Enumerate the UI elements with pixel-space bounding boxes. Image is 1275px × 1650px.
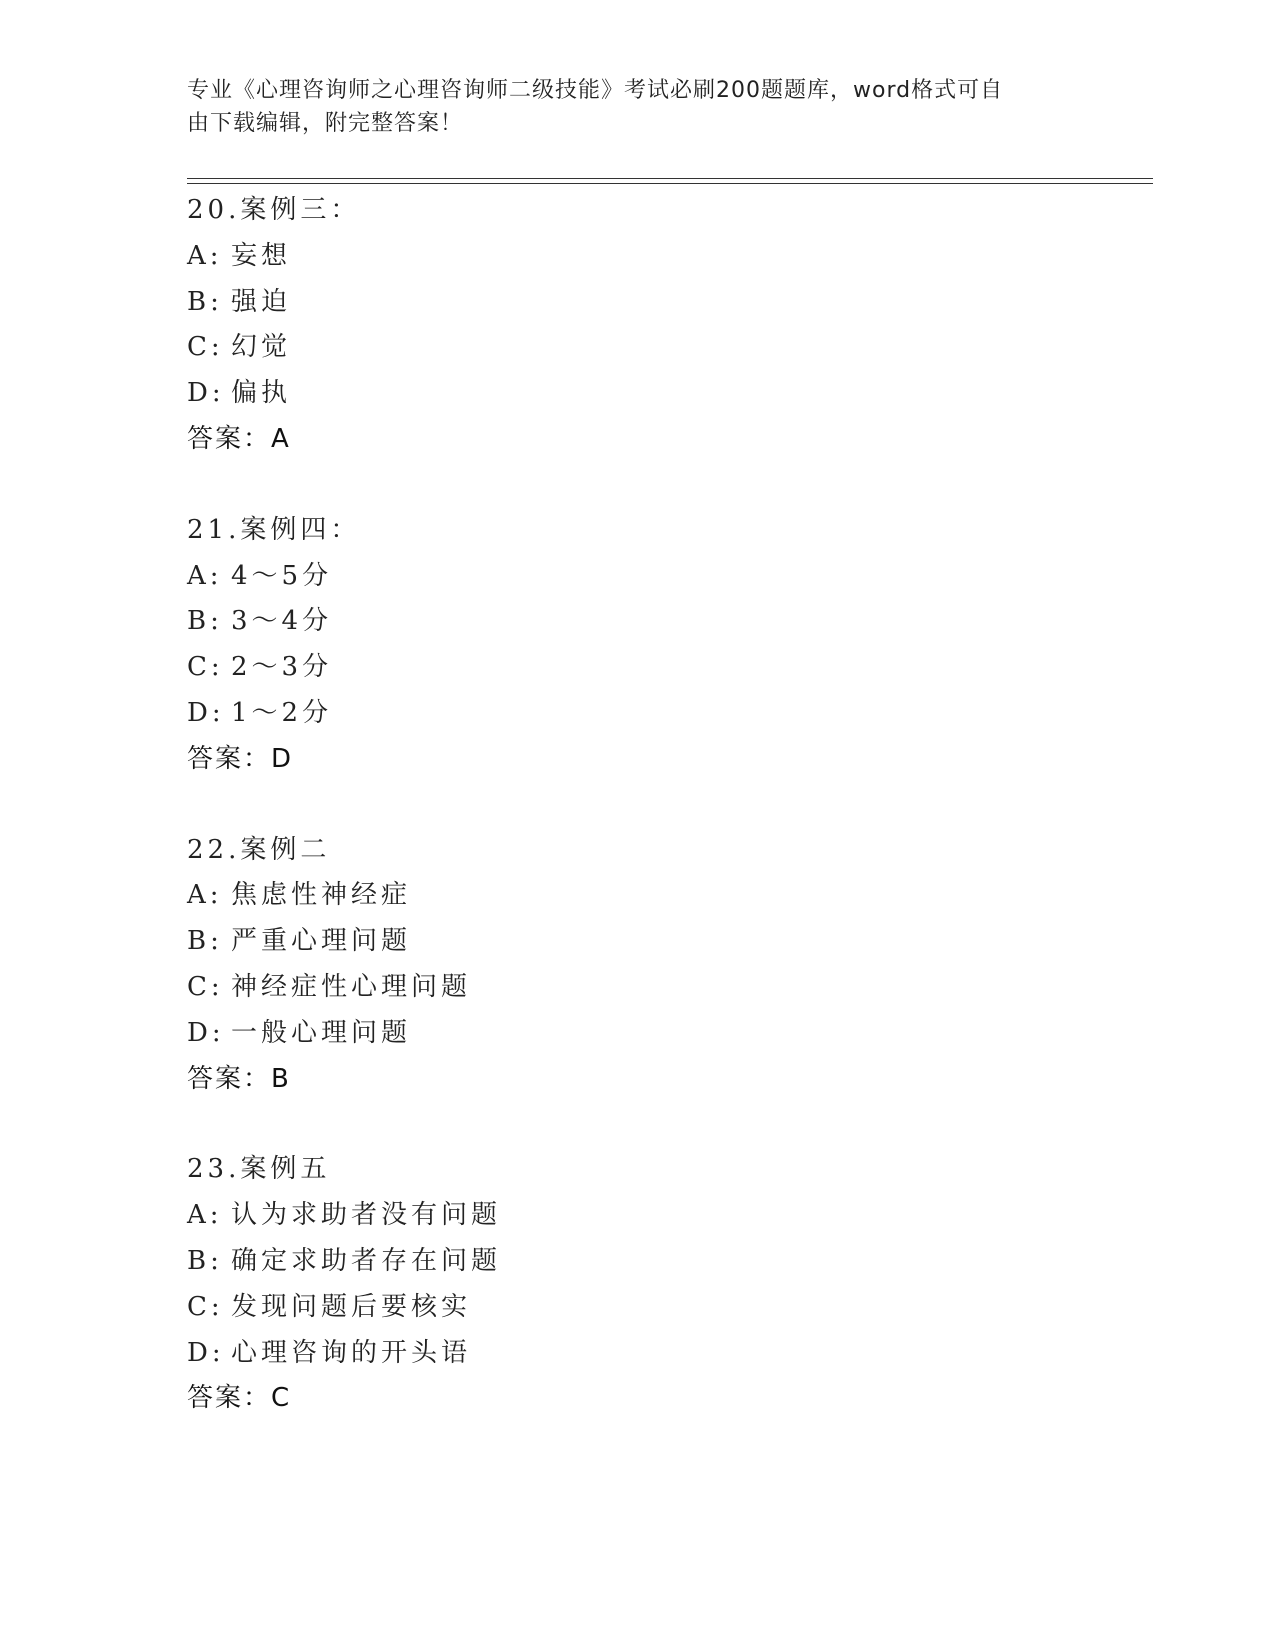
option-a [187,554,1137,600]
option-a [187,234,1137,280]
option-text: 认为求助者没有问题 [231,1200,502,1231]
answer-line: 答案：B [187,1063,291,1094]
option-letter: C: [187,332,224,363]
option-text: 发现问题后要核实 [231,1291,472,1322]
option-letter: A: [187,1200,223,1231]
option-a [187,873,1137,919]
option-text: 神经症性心理问题 [231,971,472,1002]
question-stem: 21.案例四： [187,514,361,545]
option-c [187,325,1137,371]
header-line-2: 由下载编辑，附完整答案！ [187,111,464,136]
option-letter: A: [187,880,223,911]
option-text: 2～3分 [231,652,333,683]
option-d [187,691,1137,737]
option-b [187,280,1137,326]
option-c [187,1285,1137,1331]
option-c [187,965,1137,1011]
option-text: 3～4分 [231,606,333,637]
option-letter: A: [187,240,223,271]
option-text: 1～2分 [231,697,333,728]
option-text: 焦虑性神经症 [231,880,412,911]
option-d [187,371,1137,417]
option-letter: B: [187,286,223,317]
answer-line: 答案：C [187,1383,292,1414]
option-text: 严重心理问题 [231,926,412,957]
option-d [187,1011,1137,1057]
option-letter: D: [187,697,225,728]
option-letter: D: [187,1337,225,1368]
option-b [187,1239,1137,1285]
option-c [187,645,1137,691]
option-letter: D: [187,1017,225,1048]
option-text: 确定求助者存在问题 [231,1245,502,1276]
answer-line: 答案：A [187,423,291,454]
option-text: 幻觉 [231,332,292,363]
option-a [187,1193,1137,1239]
option-letter: C: [187,652,224,683]
option-text: 心理咨询的开头语 [231,1337,472,1368]
question-stem: 20.案例三： [187,195,361,225]
option-letter: B: [187,1245,223,1276]
question-stem: 22.案例二 [187,834,331,865]
question-stem: 23.案例五 [187,1154,331,1185]
document-header [187,74,1067,140]
option-letter: D: [187,378,225,409]
header-line-1: 专业《心理咨询师之心理咨询师二级技能》考试必刷200题题库，word格式可自 [187,78,1004,103]
option-text: 一般心理问题 [231,1017,412,1048]
option-letter: C: [187,971,224,1002]
option-b [187,919,1137,965]
question-list [187,188,1137,1467]
option-letter: B: [187,606,223,637]
header-divider-bottom [187,183,1153,184]
option-text: 妄想 [231,240,292,271]
question-22 [187,828,1137,1103]
option-letter: C: [187,1291,224,1322]
question-20 [187,188,1137,463]
option-text: 强迫 [231,286,292,317]
question-21 [187,508,1137,783]
question-23 [187,1147,1137,1422]
option-b [187,599,1137,645]
option-text: 4～5分 [231,560,333,591]
option-letter: B: [187,926,223,957]
option-text: 偏执 [231,378,292,409]
option-letter: A: [187,560,223,591]
option-d [187,1331,1137,1377]
answer-line: 答案：D [187,743,294,774]
header-divider-top [187,178,1153,179]
